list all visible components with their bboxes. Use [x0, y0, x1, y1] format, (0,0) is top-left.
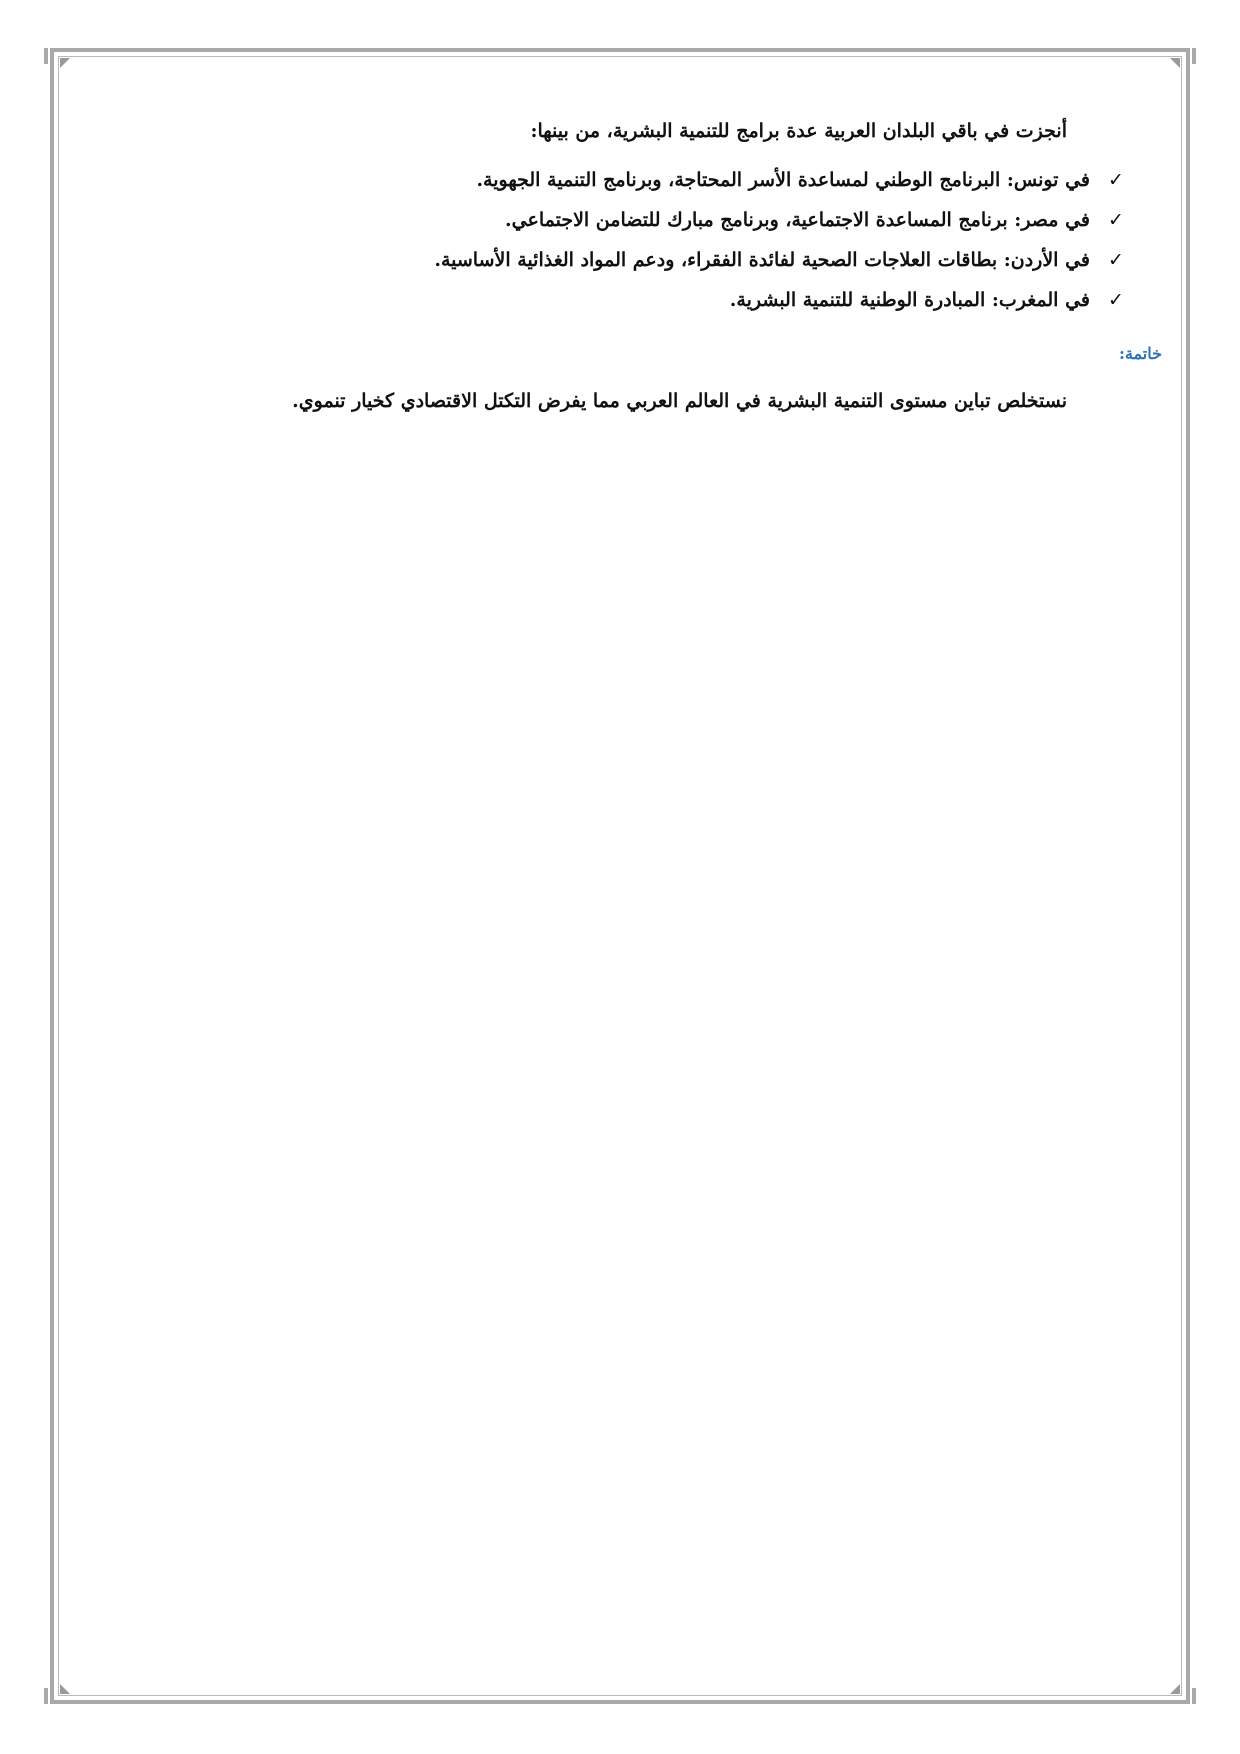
border-tick [1192, 1688, 1196, 1704]
list-item-text: في الأردن: بطاقات العلاجات الصحية لفائدة الفقراء، ودعم المواد الغذائية الأساسية. [434, 249, 1090, 271]
list-item [434, 240, 1130, 280]
intro-paragraph: أنجزت في باقي البلدان العربية عدة برامج للتنمية البشرية، من بينها: [530, 120, 1067, 142]
programs-list [434, 160, 1130, 320]
conclusion-heading: خاتمة: [1119, 344, 1162, 363]
list-item-text: في مصر: برنامج المساعدة الاجتماعية، وبرنامج مبارك للتضامن الاجتماعي. [505, 209, 1090, 231]
corner-ornament-top-left [60, 58, 70, 68]
checkmark-icon: ✓ [1108, 169, 1124, 191]
list-item [434, 280, 1130, 320]
list-item-text: في المغرب: المبادرة الوطنية للتنمية البشرية. [729, 289, 1090, 311]
border-tick [1192, 48, 1196, 64]
list-item [434, 200, 1130, 240]
conclusion-paragraph: نستخلص تباين مستوى التنمية البشرية في العالم العربي مما يفرض التكتل الاقتصادي كخيار تنموي. [292, 390, 1067, 412]
border-tick [44, 1688, 48, 1704]
checkmark-icon: ✓ [1108, 289, 1124, 311]
border-tick [44, 48, 48, 64]
checkmark-icon: ✓ [1108, 209, 1124, 231]
corner-ornament-top-right [1170, 58, 1180, 68]
list-item [434, 160, 1130, 200]
corner-ornament-bottom-right [1170, 1684, 1180, 1694]
list-item-text: في تونس: البرنامج الوطني لمساعدة الأسر المحتاجة، وبرنامج التنمية الجهوية. [476, 169, 1090, 191]
checkmark-icon: ✓ [1108, 249, 1124, 271]
corner-ornament-bottom-left [60, 1684, 70, 1694]
